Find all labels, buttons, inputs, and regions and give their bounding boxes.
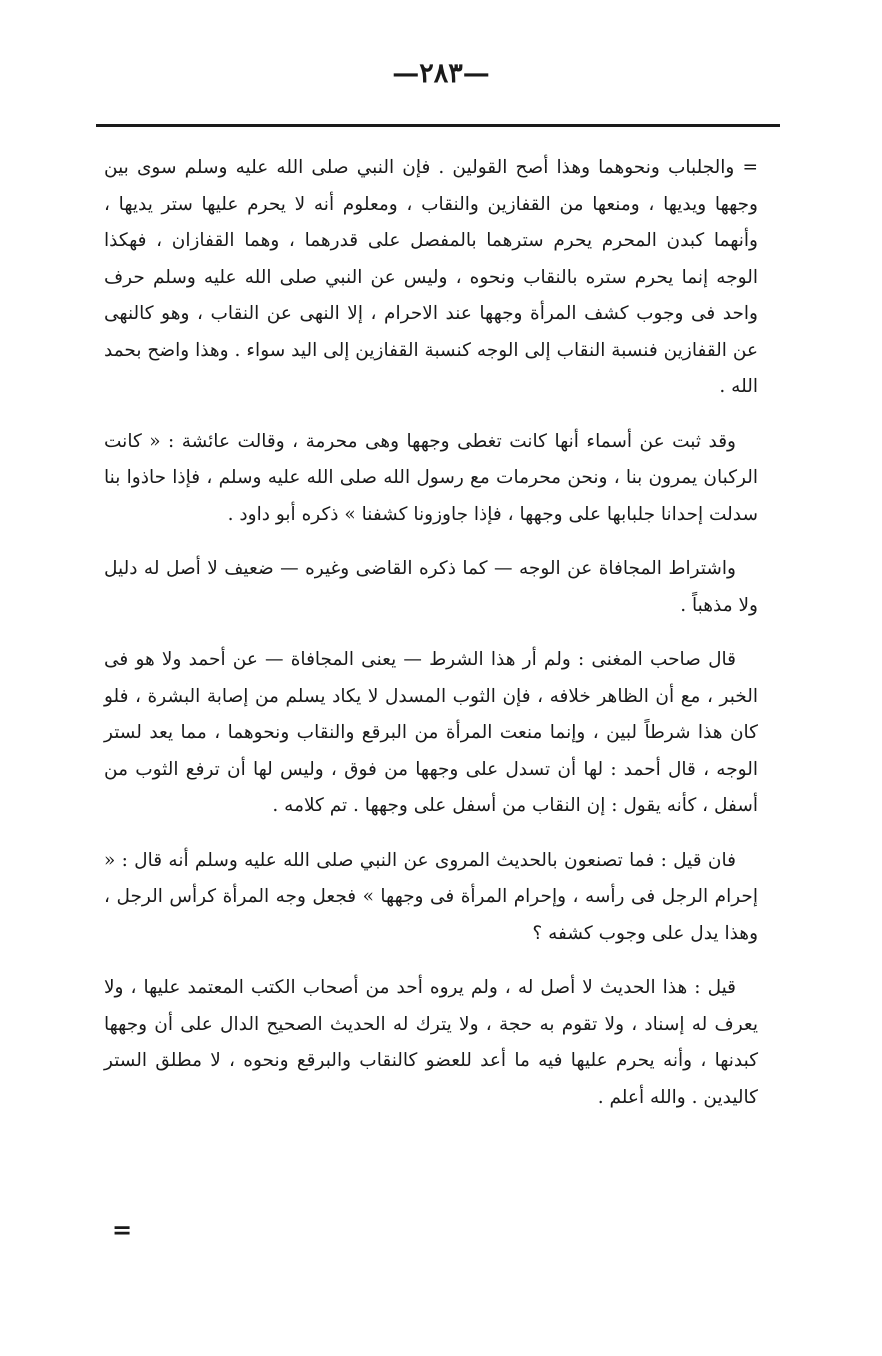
page-number: —٢٨٣— xyxy=(392,58,490,89)
paragraph-6: قيل : هذا الحديث لا أصل له ، ولم يروه أحد من أصحاب الكتب المعتمد عليها ، ولا يعرف له إسناد ، ولا تقوم به حجة ، ولا يترك له الحديث الصحيح الدال على أن وجهها كبدنها ، وأنه يحرم عليها فيه ما أعد للعضو كالنقاب والبرقع ونحوه ، لا مطلق الستر كاليدين . والله أعلم . xyxy=(104,977,758,1108)
header-rule xyxy=(96,124,780,127)
paragraph-3: واشتراط المجافاة عن الوجه — كما ذكره القاضى وغيره — ضعيف لا أصل له دليل ولا مذهباً . xyxy=(104,558,758,616)
paragraph-5: فان قيل : فما تصنعون بالحديث المروى عن النبي صلى الله عليه وسلم أنه قال : « إحرام الرجل فى رأسه ، وإحرام المرأة فى وجهها » فجعل وجه المرأة كرأس الرجل ، وهذا يدل على وجوب كشفه ؟ xyxy=(104,849,758,944)
page-body xyxy=(104,150,758,1116)
paragraph-2: وقد ثبت عن أسماء أنها كانت تغطى وجهها وهى محرمة ، وقالت عائشة : « كانت الركبان يمرون بنا ، ونحن محرمات مع رسول الله صلى الله عليه وسلم ، فإذا حاذوا بنا سدلت إحدانا جلبابها على وجهها ، فإذا جاوزونا كشفنا » ذكره أبو داود . xyxy=(104,430,758,525)
paragraph-4: قال صاحب المغنى : ولم أر هذا الشرط — يعنى المجافاة — عن أحمد ولا هو فى الخبر ، مع أن الظاهر خلافه ، فإن الثوب المسدل لا يكاد يسلم من إصابة البشرة ، فلو كان هذا شرطاً لبين ، وإنما منعت المرأة من البرقع والنقاب ونحوهما ، مما يعد لستر الوجه ، قال أحمد : لها أن تسدل على وجهها من فوق ، وليس لها أن ترفع الثوب من أسفل ، كأنه يقول : إن النقاب من أسفل على وجهها . تم كلامه . xyxy=(104,649,758,816)
paragraph-1: = والجلباب ونحوهما وهذا أصح القولين . فإن النبي صلى الله عليه وسلم سوى بين وجهها ويديها ، ومنعها من القفازين والنقاب ، ومعلوم أنه لا يحرم عليها ستر يديها ، وأنهما كبدن المحرم يحرم سترهما بالمفصل على قدرهما ، وهما القفازان ، فهكذا الوجه إنما يحرم ستره بالنقاب ونحوه ، وليس عن النبي صلى الله عليه وسلم حرف واحد فى وجوب كشف المرأة وجهها عند الاحرام ، إلا النهى عن النقاب ، وهو كالنهى عن القفازين فنسبة النقاب إلى الوجه كنسبة القفازين إلى اليد سواء . وهذا واضح بحمد الله . xyxy=(104,157,758,397)
continuation-mark: = xyxy=(112,1215,133,1244)
